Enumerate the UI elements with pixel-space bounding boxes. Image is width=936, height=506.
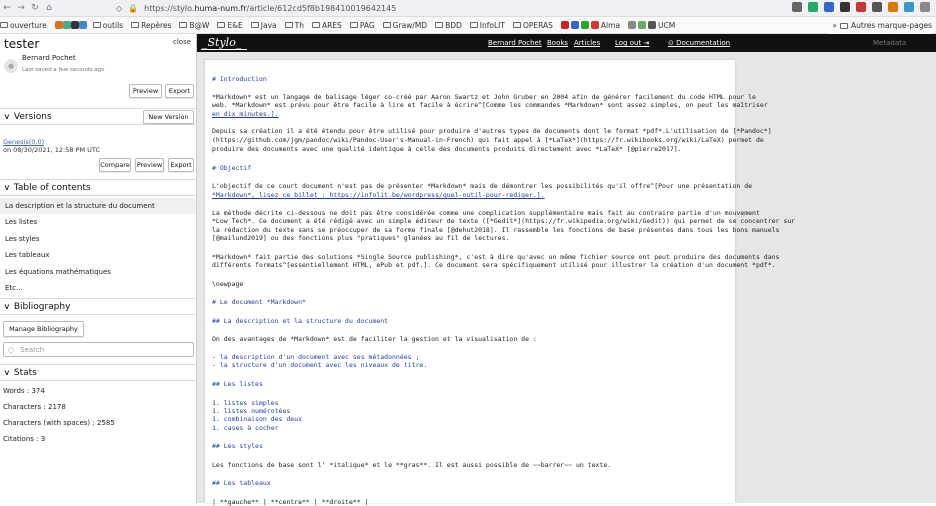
folder-icon — [179, 22, 187, 28]
folder-icon — [93, 22, 101, 28]
chevron-right-icon: » — [832, 21, 838, 30]
bookmark-item[interactable]: OPERAS — [513, 21, 553, 30]
editor-text-line[interactable]: *Low Tech*. Ce document a été rédigé avec un simple éditeur de texte ([*Gedit*](https://fr.wikipedia.org/wiki/Gedit)) qui permet de se concentrer sur — [212, 217, 796, 225]
url-prefix: https://stylo. — [144, 3, 195, 13]
editor-list-line[interactable]: 1. cases à cocher — [212, 424, 279, 432]
editor-text-line[interactable]: web. *Markdown* est prévu pour être facile à lire et facile à écrire^[Comme les commandes *Markdown* sont assez simples, on peut les maîtriser — [212, 101, 768, 109]
scrollbar[interactable] — [928, 52, 936, 503]
extension-icon[interactable] — [904, 2, 914, 12]
editor-text-line[interactable]: (https://github.com/jgm/pandoc/wiki/Pandoc-User's-Manual-in-French) qui fait appel à [*LaTeX*](https://fr.wikibooks.org/wiki/LaTeX) permet de — [212, 136, 764, 144]
folder-icon — [513, 22, 521, 28]
user-link[interactable]: Bernard Pochet — [488, 39, 542, 47]
address-bar[interactable] — [116, 4, 396, 13]
app-header — [197, 34, 936, 52]
folder-icon — [383, 22, 391, 28]
bookmark-icon[interactable] — [63, 21, 71, 29]
bookmark-icon[interactable] — [638, 21, 646, 29]
toc-header[interactable]: ∨ Table of contents — [0, 179, 196, 196]
bookmark-item[interactable]: UCM — [648, 21, 675, 30]
reload-icon[interactable]: ↻ — [31, 3, 39, 13]
preview-button[interactable]: Preview — [129, 84, 162, 98]
stat-citations: Citations : 3 — [3, 435, 46, 443]
editor-heading-line[interactable]: ## Les tableaux — [212, 479, 271, 487]
editor-text-line[interactable]: en dix minutes.]. — [212, 110, 279, 118]
bookmark-item[interactable]: Th — [285, 21, 304, 30]
stat-words: Words : 374 — [3, 387, 45, 395]
bookmark-item[interactable]: Repères — [131, 21, 171, 30]
folder-icon — [251, 22, 259, 28]
bookmark-icon[interactable] — [55, 21, 63, 29]
bookmark-icon[interactable] — [561, 21, 569, 29]
folder-icon — [840, 23, 848, 29]
bookmark-item[interactable]: B@W — [179, 21, 209, 30]
toc-item[interactable]: Etc... — [5, 284, 23, 292]
manage-bibliography-button[interactable]: Manage Bibliography — [3, 321, 84, 337]
editor-text-line[interactable]: On des avantages de *Markdown* est de faciliter la gestion et la visualisation de : — [212, 335, 537, 343]
version-preview-button[interactable]: Preview — [135, 158, 164, 172]
toc-item[interactable]: Les listes — [5, 218, 38, 226]
toc-item[interactable]: Les équations mathématiques — [5, 268, 111, 276]
extension-icon[interactable] — [824, 2, 834, 12]
editor-text-line[interactable]: \newpage — [212, 280, 244, 288]
extension-icon[interactable] — [856, 2, 866, 12]
stylo-logo[interactable]: _Stylo_ — [202, 36, 242, 49]
search-placeholder: Search — [20, 345, 45, 354]
bookmark-icon[interactable] — [79, 21, 87, 29]
other-bookmarks[interactable]: » Autres marque-pages — [828, 17, 932, 34]
bookmark-icon[interactable] — [71, 21, 79, 29]
editor-text-line[interactable]: La méthode décrite ci-dessous ne doit pas être considérée comme une complication supplémentaire mais fait au contraire partie d'un mouvement — [212, 209, 760, 217]
editor-text-line[interactable]: L'objectif de ce court document n'est pas de présenter *Markdown* mais de démontrer les possibilités qu'il offre^[Pour une présentation de — [212, 182, 753, 190]
search-input[interactable] — [3, 342, 194, 357]
bookmark-item[interactable]: Alma — [591, 21, 620, 30]
editor-text-line[interactable]: *Markdown*, lisez ce billet : https://infolit.be/wordpress/quel-outil-pour-rediger.]. — [212, 191, 545, 199]
chevron-down-icon: ∨ — [3, 368, 11, 377]
compare-button[interactable]: Compare — [99, 158, 131, 172]
editor-heading-line[interactable]: # Objectif — [212, 164, 252, 172]
toc-item[interactable]: La description et la structure du document — [0, 198, 196, 214]
metadata-toggle[interactable]: Metadata — [873, 39, 907, 47]
editor-text-line[interactable]: Depuis sa création il a été étendu pour être utilisé pour produire d'autres types de documents dont le format *pdf*.L'utilisation de [*Pandoc*] — [212, 127, 772, 135]
url-path: /article/612cd5f8b198410019642145 — [246, 3, 397, 13]
editor-list-line[interactable]: 1. combinaison des deux — [212, 415, 303, 423]
editor-text-line[interactable]: [@mailund2019] ou des fonctions plus "pratiques" glanées au fil de lectures. — [212, 234, 510, 242]
article-sidebar — [0, 34, 197, 503]
extension-icon[interactable] — [872, 2, 882, 12]
bookmark-item[interactable]: ouverture — [0, 21, 47, 30]
bookmark-item[interactable]: InfoLIT — [470, 21, 505, 30]
bookmark-icon[interactable] — [581, 21, 589, 29]
avatar: ● — [4, 59, 18, 73]
chevron-down-icon: ∨ — [3, 112, 11, 121]
folder-icon — [285, 22, 293, 28]
editor-list-line[interactable]: 1. listes simples — [212, 399, 279, 407]
alma-icon — [591, 21, 599, 29]
version-link[interactable]: Genesis(0.0) — [3, 138, 45, 146]
markdown-editor[interactable] — [205, 60, 796, 506]
editor-heading-line[interactable]: ## Les styles — [212, 442, 263, 450]
folder-icon — [435, 22, 443, 28]
close-button[interactable]: close — [173, 38, 192, 46]
editor-text-line[interactable]: la rédaction du texte sans se préoccuper de sa forme finale [@dehut2018]. Il rassemble les fonctions de base présentes dans tous les bons manuels — [212, 226, 780, 234]
bookmark-item[interactable]: BDD — [435, 21, 462, 30]
version-date: on 08/30/2021, 12:58 PM UTC — [3, 146, 101, 154]
logout-icon: ⇥ — [643, 39, 650, 47]
folder-icon — [350, 22, 358, 28]
help-icon: ⊙ — [668, 39, 674, 47]
logo-underline — [201, 49, 247, 50]
editor-list-line[interactable]: 1. listes numérotées — [212, 407, 291, 415]
folder-icon — [0, 22, 8, 28]
bookmark-icon[interactable] — [628, 21, 636, 29]
editor-area — [197, 52, 936, 506]
toc-item[interactable]: Les styles — [5, 235, 40, 243]
bookmark-item[interactable]: outils — [93, 21, 123, 30]
folder-icon — [131, 22, 139, 28]
stat-characters: Characters : 2178 — [3, 403, 66, 411]
editor-text-line[interactable]: Les fonctions de base sont l' *italique* et le **gras**. Il est aussi possible de ~~barrer~~ un texte. — [212, 461, 612, 469]
search-icon: ○ — [8, 345, 15, 354]
editor-text-line[interactable]: | **gauche** | **centre** | **droite** | — [212, 498, 369, 506]
extension-icon[interactable] — [808, 2, 818, 12]
bookmark-item[interactable]: E&E — [217, 21, 242, 30]
editor-heading-line[interactable]: ## La description et la structure du document — [212, 317, 389, 325]
browser-toolbar — [0, 0, 936, 17]
articles-link[interactable]: Articles — [574, 39, 601, 47]
extension-icons — [792, 2, 930, 12]
folder-icon — [217, 22, 225, 28]
editor-text-line[interactable]: *Markdown* est un langage de balisage léger co-créé par Aaron Swartz et John Gruber en 2004 afin de générer facilement du code HTML pour le — [212, 93, 756, 101]
shield-icon: ◇ — [116, 3, 123, 13]
folder-icon — [470, 22, 478, 28]
versions-header[interactable]: ∨ Versions — [0, 108, 196, 125]
editor-heading-line[interactable]: # Introduction — [212, 75, 267, 83]
documentation-link[interactable]: ⊙ Documentation — [668, 39, 731, 47]
export-button[interactable]: Export — [165, 84, 194, 98]
author-name: Bernard Pochet — [22, 54, 76, 62]
editor-heading-line[interactable]: # Le document *Markdown* — [212, 298, 306, 306]
stats-header[interactable]: ∨ Stats — [0, 364, 196, 381]
extension-icon[interactable] — [792, 2, 802, 12]
article-title: tester — [4, 37, 40, 51]
editor-text-line[interactable]: différents formats^[essentiellement HTML, ePub et pdf.]. Ce document sera spécifiquement utilisé pour illustrer la création d'un document *pdf*. — [212, 261, 776, 269]
bookmark-icon[interactable] — [571, 21, 579, 29]
url-domain: huma-num.fr — [194, 3, 247, 13]
logout-link[interactable]: Log out ⇥ — [615, 39, 650, 47]
chevron-down-icon: ∨ — [3, 183, 11, 192]
home-icon[interactable]: ⌂ — [46, 3, 52, 13]
editor-text-line[interactable]: *Markdown* fait partie des solutions *Single Source publishing*, c'est à dire qu'avec un même fichier source ont peut produire des documents dans — [212, 253, 780, 261]
version-export-button[interactable]: Export — [168, 158, 194, 172]
extension-icon[interactable] — [840, 2, 850, 12]
ucm-icon — [648, 21, 656, 29]
bookmarks-bar — [0, 17, 936, 34]
extension-icon[interactable] — [888, 2, 898, 12]
bookmark-item[interactable]: Graw/MD — [383, 21, 427, 30]
bookmark-item[interactable]: PAG — [350, 21, 375, 30]
back-icon[interactable]: ← — [3, 3, 11, 13]
editor-heading-line[interactable]: ## Les listes — [212, 380, 263, 388]
editor-list-line[interactable]: - la description d'un document avec ses métadonnées ; — [212, 353, 420, 361]
folder-icon — [312, 22, 320, 28]
new-version-button[interactable]: New Version — [143, 110, 194, 124]
bibliography-header[interactable]: ∨ Bibliography — [0, 298, 196, 315]
editor-text-line[interactable]: produire des documents avec une qualité identique à celle des documents produits directement avec *LaTeX* [@pierre2017]. — [212, 145, 682, 153]
menu-icon[interactable] — [920, 2, 930, 12]
bookmark-item[interactable]: Java — [251, 21, 277, 30]
forward-icon[interactable]: → — [17, 3, 25, 13]
stat-characters-spaces: Characters (with spaces) : 2585 — [3, 419, 115, 427]
last-saved: Last saved a few seconds ago — [22, 67, 105, 73]
editor-list-line[interactable]: - la structure d'un document avec les niveaux de titre. — [212, 361, 428, 369]
lock-icon: 🔒 — [128, 3, 139, 13]
books-link[interactable]: Books — [547, 39, 569, 47]
chevron-down-icon: ∨ — [3, 302, 11, 311]
toc-item[interactable]: Les tableaux — [5, 251, 50, 259]
bookmark-item[interactable]: ARES — [312, 21, 342, 30]
